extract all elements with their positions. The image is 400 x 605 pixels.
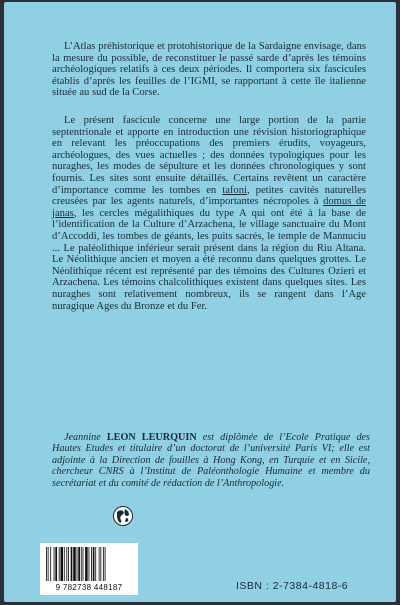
barcode-bar (59, 547, 60, 581)
barcode-bar (71, 547, 73, 581)
summary-part-1: Le présent fascicule concerne une large portion de la partie septentrionale et apporte en introduction une révision historiographique en relevant les préoccupations des premiers érudits, voyageurs, archéologues, des vues actuelles ; des données typologiques pour les nuraghes, les modes de sépulture et les données chronologiques y sont fournis. Les sites sont ensuite détaillés. Certains revêtent un caractère d’importance comme les tombes en (52, 115, 366, 196)
summary-part-2: , petites cavités naturelles creusées par les agents naturels, d’importantes nécropoles à (52, 184, 366, 208)
barcode-bar (54, 547, 55, 581)
barcode-bar (103, 547, 104, 581)
barcode-bar (48, 547, 49, 581)
barcode-bar (68, 547, 69, 581)
barcode-bar (91, 547, 92, 581)
summary-text (52, 115, 366, 312)
globe-logo-icon (112, 505, 134, 527)
summary-part-3: , les cercles mégalithiques du type A qui ont été à la base de l’identification de la Culture d’Arzachena, le village sanctuaire du Mont d’Accoddi, les tombes de géants, les puits sacrés, le temple de Mannuciu ... Le paléolithique inférieur serait présent dans la région du Riu Altana. Le Néolithique ancien et moyen a été reconnu dans quelques grottes. Le Néolithique récent est représenté par des témoins des Cultures Ozieri et Arzachena. Les témoins chalcolithiques existent dans quelques sites. Les nuraghes sont relativement nombreux, ils se rangent dans l’Age nuragique Ages du Bronze et du Fer. (52, 207, 366, 312)
barcode-bars (46, 547, 132, 581)
barcode-bar (83, 547, 84, 581)
barcode-bar (73, 547, 76, 581)
summary-paragraph (52, 115, 366, 312)
author-bio (52, 432, 370, 489)
barcode-bar (95, 547, 96, 581)
term-tafoni: tafoni (222, 184, 247, 196)
barcode-bar (50, 547, 51, 581)
barcode-bar (66, 547, 67, 581)
barcode-digits: 9 782738 448187 (55, 583, 123, 592)
barcode-bar (81, 547, 82, 581)
barcode-bar (105, 547, 106, 581)
barcode (40, 543, 138, 595)
barcode-bar (64, 547, 65, 581)
barcode-bar (93, 547, 95, 581)
barcode-bar (77, 547, 78, 581)
barcode-bar (89, 547, 90, 581)
barcode-bar (85, 547, 88, 581)
barcode-bar (100, 547, 101, 581)
barcode-bar (46, 547, 47, 581)
barcode-bar (78, 547, 80, 581)
back-cover (4, 2, 396, 602)
barcode-bar (55, 547, 57, 581)
barcode-bar (60, 547, 63, 581)
author-last-name: LEON LEURQUIN (106, 432, 197, 443)
isbn-number: ISBN : 2-7384-4818-6 (236, 580, 349, 592)
author-first-name: Jeannine (64, 432, 101, 443)
author-bio-text: est diplômée de l’Ecole Pratique des Hautes Etudes et titulaire d’un doctorat de l’université Paris VI; elle est adjointe à la Direction de fouilles à Hong Kong, en Turquie et en Sicile, chercheur CNRS à l’Institut de Paléonthologie Humaine et membre du secrétariat et du comité de rédaction de l’Anthropologie. (52, 432, 371, 489)
intro-text: L’Atlas préhistorique et protohistorique de la Sardaigne envisage, dans la mesure du possible, de reconstituer le passé sarde d’après les témoins archéologiques relatifs à ces deux périodes. Il comportera six fascicules établis d’après les feuilles de l’IGMI, se rapportant à cette île italienne située au sud de la Corse. (52, 41, 366, 99)
term-domus-de-janas: domus de janas (52, 196, 366, 219)
intro-paragraph (52, 41, 366, 99)
barcode-bar (99, 547, 100, 581)
